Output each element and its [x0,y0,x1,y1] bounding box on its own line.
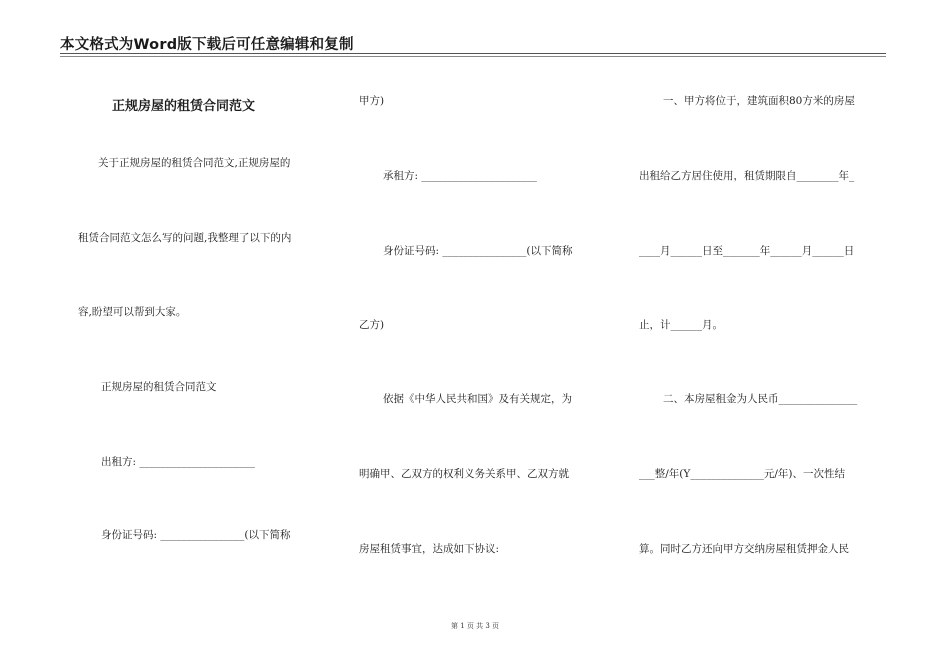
middle-line-5: 依据《中华人民共和国》及有关规定，为 [383,393,572,405]
left-line-4: 正规房屋的租赁合同范文 [101,381,217,393]
page-number: 第 1 页 共 3 页 [450,622,500,630]
right-line-7: 算。同时乙方还向甲方交纳房屋租赁押金人民 [639,543,849,555]
left-line-3: 容,盼望可以帮到大家。 [78,306,187,318]
right-line-6: ___整/年(Y______________元/年)、一次性结 [639,468,845,480]
document-title: 正规房屋的租赁合同范文 [112,99,256,114]
right-line-1: 一、甲方将位于，建筑面积80方米的房屋 [663,95,855,107]
right-line-2: 出租给乙方居住使用，租赁期限自________年_ [639,170,855,182]
header-rule [60,53,886,54]
middle-line-2: 承租方: ______________________ [383,170,537,182]
header-rule-thin [60,56,886,57]
left-line-2: 租赁合同范文怎么写的问题,我整理了以下的内 [78,232,292,244]
right-line-3: ____月______日至_______年______月______日 [639,245,855,257]
left-line-5: 出租方: ______________________ [101,456,255,468]
right-line-5: 二、本房屋租金为人民币_______________ [663,393,858,405]
middle-line-7: 房屋租赁事宜，达成如下协议: [359,543,500,555]
left-line-1: 关于正规房屋的租赁合同范文,正规房屋的 [98,157,291,169]
right-line-4: 止，计______月。 [639,319,723,331]
middle-line-6: 明确甲、乙双方的权利义务关系甲、乙双方就 [359,468,569,480]
middle-line-4: 乙方) [359,319,385,331]
left-line-6: 身份证号码: ________________(以下简称 [101,529,291,541]
middle-line-3: 身份证号码: ________________(以下简称 [383,245,573,257]
download-banner: 本文格式为Word版下载后可任意编辑和复制 [60,37,354,53]
middle-line-1: 甲方) [359,95,385,107]
